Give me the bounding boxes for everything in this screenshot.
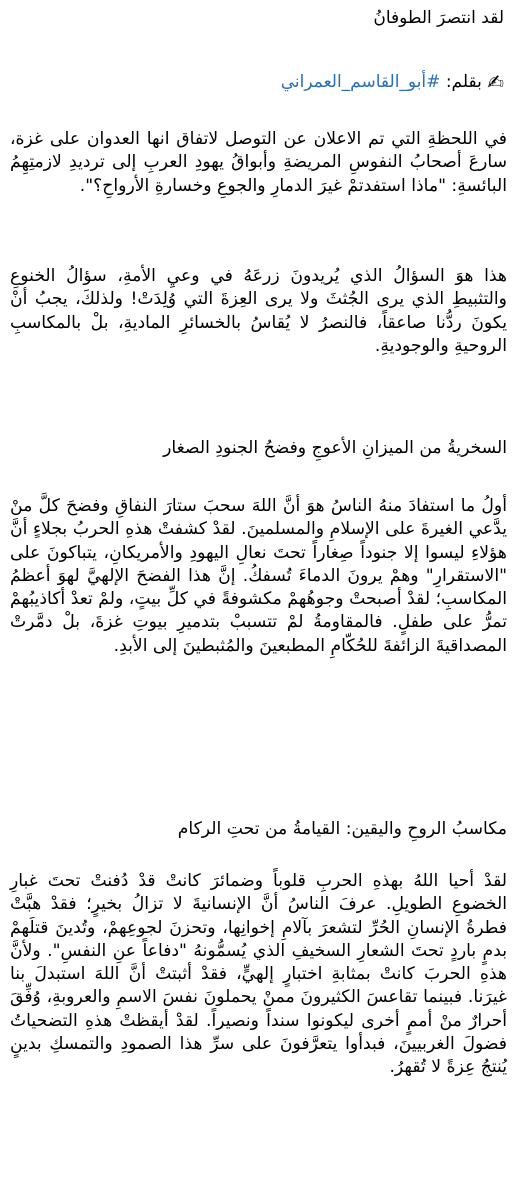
- paragraph-intro: في اللحظةِ التي تم الاعلان عن التوصل لاتفاق انها العدوان على غزة، سارعَ أصحابُ النفوسِ المريضةِ وأبواقُ يهودِ العربِ إلى ترديدِ لازمتِهِمُ البائسةِ: "ماذا استفدتمْ غيرَ الدمارِ والجوعِ وخسارةِ الأرواحِ؟".: [10, 129, 507, 196]
- paragraph-question: هذا هوَ السؤالُ الذي يُريدونَ زرعَهُ في وعيِ الأمةِ، سؤالُ الخنوعِ والتثبيطِ الذي يرى الجُثثَ ولا يرى العِزةَ التي وُلِدَتْ! ولذلكَ، يجبُ أنْ يكونَ ردُّنا صاعقاً، فالنصرُ لا يُقاسُ بالخسائرِ الماديةِ، بلْ بالمكاسبِ الروحيةِ والوجوديةِ.: [10, 266, 507, 356]
- section-heading-irony: السخريةُ من الميزانِ الأعوجِ وفضحُ الجنودِ الصغار: [163, 438, 507, 458]
- post-title: لقد انتصرَ الطوفانُ: [373, 8, 504, 28]
- paragraph-exposure: أولُ ما استفادَ منهُ الناسُ هوَ أنَّ اللهَ سحبَ ستارَ النفاقِ وفضحَ كلَّ منْ يدَّعي الغيرةَ على الإسلامِ والمسلمينَ. لقدْ كشفتْ هذهِ الحربُ بجلاءٍ أنَّ هؤلاءِ ليسوا إلا جنوداً صِغاراً تحتَ نعالِ اليهودِ والأمريكانِ، يتباكونَ على "الاستقرارِ" وهمْ يرونَ الدماءَ تُسفكُ. إنَّ هذا الفضحَ الإلهيَّ لهوَ أعظمُ المكاسبِ؛ لقدْ أصبحتْ وجوهُهمْ مكشوفةً في كلِّ بيتٍ، ولمْ تعدْ أكاذيبُهمْ تمرُّ على طفلٍ. فالمقاومةُ لمْ تتسببْ بتدميرِ بيوتِ غزةَ، بلْ دمَّرتْ المصداقيةَ الزائفةَ للحُكّامِ المطبعينَ والمُثبطينَ إلى الأبدِ.: [10, 496, 507, 656]
- section-heading-spirit: مكاسبُ الروحِ واليقين: القيامةُ من تحتِ الركام: [177, 819, 507, 839]
- author-prefix: بقلم:: [445, 72, 482, 92]
- author-hashtag-link[interactable]: #أبو_القاسم_العمراني: [280, 72, 441, 92]
- paragraph-revival: لقدْ أحيا اللهُ بهذهِ الحربِ قلوباً وضمائرَ كانتْ قدْ دُفنتْ تحتَ غبارِ الخضوعِ الطويلِ. عرفَ الناسُ أنَّ الإنسانيةَ لا تزالُ بخيرٍ؛ فقدْ هبَّتْ فطرةُ الإنسانِ الحُرِّ لتشعرَ بآلامِ إخوانِها، وتحزنَ لجوعِهمْ، وتُدينَ قتلَهمْ بدمٍ باردٍ تحتَ الشعارِ السخيفِ الذي يُسمُّونهُ "دفاعاً عنِ النفسِ". ولأنَّ هذهِ الحربَ كانتْ بمثابةِ اختبارٍ إلهيٍّ، فقدْ أثبتتْ أنَّ اللهَ استبدلَ بنا غيرَنا. فبينما تقاعسَ الكثيرونَ ممنْ يحملونَ نفسَ الاسمِ والعروبةِ، وُفِّقَ أحرارٌ منْ أممٍ أخرى ليكونوا سنداً ونصيراً. لقدْ أيقظتْ هذهِ التضحياتُ فضولَ الغربيينَ، فبدأوا يتعرَّفونَ على سرِّ هذا الصمودِ والتمسكِ بدينٍ يُنتجُ عِزةً لا تُقهرُ.: [10, 871, 507, 1078]
- writing-hand-icon: ✍: [487, 70, 504, 94]
- author-line: [281, 70, 504, 94]
